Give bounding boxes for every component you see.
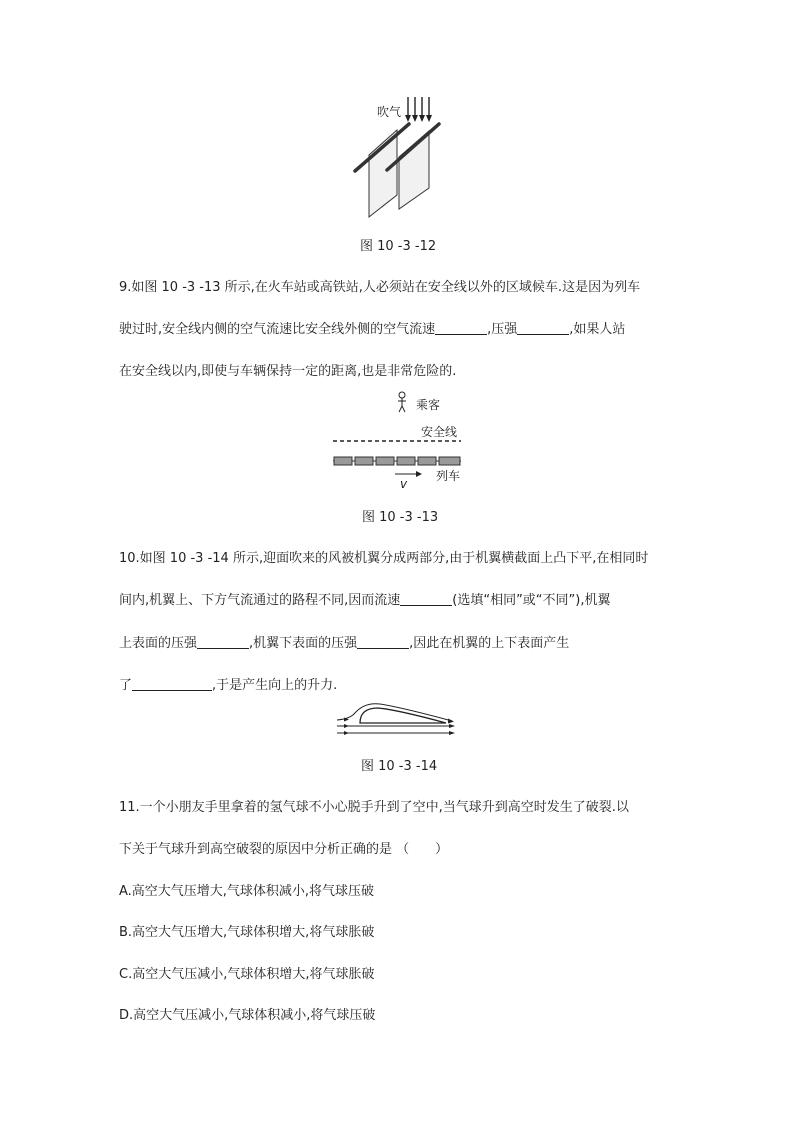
q11-option-c[interactable]: C.高空大气压减小,气球体积增大,将气球胀破 xyxy=(119,967,375,982)
velocity-label: v xyxy=(400,477,408,491)
q10-line-1: 10.如图 10 -3 -14 所示,迎面吹来的风被机翼分成两部分,由于机翼横截面上凸下平,在相同时 xyxy=(119,551,649,566)
train-label: 列车 xyxy=(436,469,461,483)
q11-option-b[interactable]: B.高空大气压增大,气球体积增大,将气球胀破 xyxy=(119,925,375,940)
q11-option-a[interactable]: A.高空大气压增大,气球体积减小,将气球压破 xyxy=(119,884,375,899)
q10-blank-speed[interactable] xyxy=(400,592,452,606)
q10-text-4a: 了 xyxy=(119,678,133,693)
q9-line-2 xyxy=(119,318,625,337)
q9-line-3: 在安全线以内,即使与车辆保持一定的距离,也是非常危险的. xyxy=(119,364,457,379)
q10-line-3 xyxy=(119,632,569,651)
q10-line-2 xyxy=(119,589,610,608)
q10-text-2b: (选填“相同”或“不同”),机翼 xyxy=(452,593,611,608)
q9-blank-pressure[interactable] xyxy=(517,321,569,335)
q10-text-2a: 间内,机翼上、下方气流通过的路程不同,因而流速 xyxy=(119,593,401,608)
q10-blank-difference[interactable] xyxy=(132,677,212,691)
q10-text-3b: ,机翼下表面的压强 xyxy=(249,636,358,651)
paper-sheet-right xyxy=(399,131,429,209)
figure-10-3-13 xyxy=(330,388,470,493)
q9-line-1: 9.如图 10 -3 -13 所示,在火车站或高铁站,人必须站在安全线以外的区域候车.这是因为列车 xyxy=(119,280,641,295)
q9-text-2b: ,压强 xyxy=(487,322,518,337)
q11-option-d[interactable]: D.高空大气压减小,气球体积减小,将气球压破 xyxy=(119,1008,376,1023)
q9-text-2a: 驶过时,安全线内侧的空气流速比安全线外侧的空气流速 xyxy=(119,322,436,337)
figure-caption-14: 图 10 -3 -14 xyxy=(361,759,438,774)
q11-stem-2: 下关于气球升到高空破裂的原因中分析正确的是 （ ） xyxy=(119,842,449,857)
q10-blank-upper-pressure[interactable] xyxy=(197,635,249,649)
q10-line-4 xyxy=(119,674,337,693)
figure-caption-13: 图 10 -3 -13 xyxy=(362,510,439,525)
safety-line-label: 安全线 xyxy=(421,425,458,439)
passenger-icon xyxy=(398,392,406,412)
train xyxy=(333,457,461,465)
q10-text-3a: 上表面的压强 xyxy=(119,636,198,651)
q11-stem-1: 11.一个小朋友手里拿着的氢气球不小心脱手升到了空中,当气球升到高空时发生了破裂.以 xyxy=(119,800,629,815)
figure-10-3-14 xyxy=(334,702,464,740)
airflow-lower xyxy=(337,724,455,735)
air-arrows xyxy=(405,97,432,122)
q10-text-4b: ,于是产生向上的升力. xyxy=(212,678,338,693)
figure-10-3-12 xyxy=(345,95,445,220)
q10-blank-lower-pressure[interactable] xyxy=(357,635,409,649)
q9-text-2c: ,如果人站 xyxy=(569,322,626,337)
figure-caption-12: 图 10 -3 -12 xyxy=(360,239,437,254)
q10-text-3c: ,因此在机翼的上下表面产生 xyxy=(409,636,570,651)
passenger-label: 乘客 xyxy=(416,398,441,412)
paper-sheet-left xyxy=(369,130,397,217)
blow-air-label: 吹气 xyxy=(377,105,402,119)
q9-blank-speed[interactable] xyxy=(435,321,487,335)
